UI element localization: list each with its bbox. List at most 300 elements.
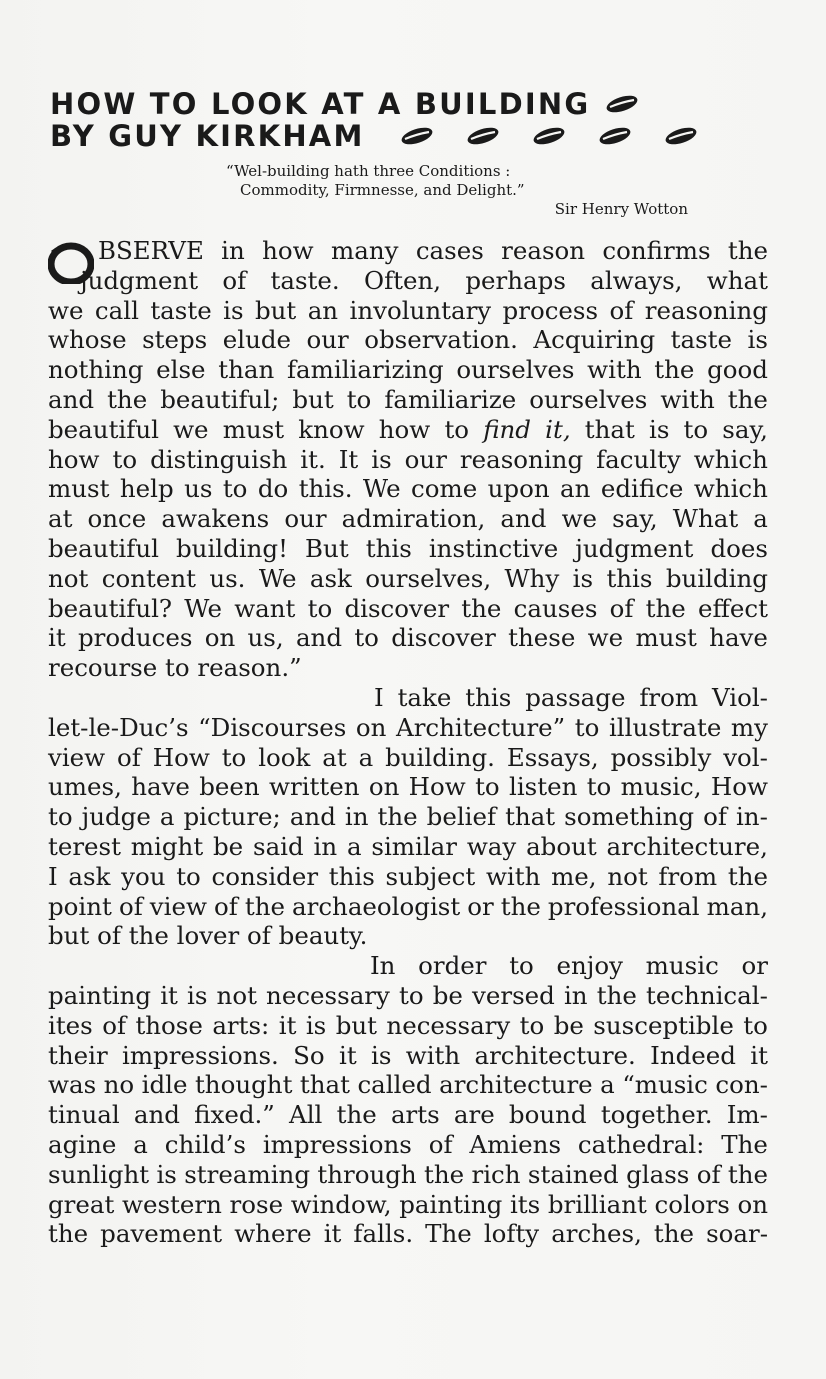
word: reason [501, 236, 586, 265]
word: western [122, 1189, 222, 1219]
word: might [130, 831, 204, 861]
word: to [307, 593, 333, 623]
word: In [370, 951, 396, 981]
word: and [289, 802, 336, 832]
leaf-ornament-icon [531, 126, 567, 146]
text-line [48, 355, 768, 385]
word: than [218, 355, 275, 385]
word: What [672, 504, 739, 534]
word: not [48, 563, 89, 593]
text-line [48, 1100, 768, 1130]
word: to [586, 772, 612, 802]
word: which [693, 474, 768, 504]
leaf-ornament-icon [399, 126, 435, 146]
word: to [221, 742, 247, 772]
word: Often, [364, 265, 442, 295]
word: in [344, 802, 369, 832]
word: of [609, 593, 634, 623]
title-line-2 [50, 120, 780, 152]
word: once [87, 504, 147, 534]
word: belief [426, 802, 497, 832]
word: BSERVE [98, 236, 204, 265]
leaf-ornament-icon [604, 94, 640, 114]
text-line [48, 1041, 768, 1071]
word: that [299, 1070, 350, 1100]
author-byline: BY GUY KIRKHAM [50, 119, 365, 153]
word: to [48, 802, 73, 832]
text-line [48, 713, 768, 743]
word: whose [48, 325, 127, 355]
word: painting [399, 1189, 503, 1219]
word: music, [620, 772, 702, 802]
word: always, [590, 265, 683, 295]
word: building [665, 563, 768, 593]
word: similar [371, 831, 458, 861]
word: we [561, 504, 598, 534]
word: of [102, 1010, 127, 1040]
word: about [526, 831, 597, 861]
word: produces [77, 623, 193, 653]
word: of [703, 802, 727, 832]
word: to [222, 474, 248, 504]
word: this. [298, 474, 353, 504]
text-line [48, 564, 768, 594]
word: of [117, 742, 141, 772]
word: on [737, 1189, 768, 1219]
word: soar- [706, 1219, 768, 1249]
word: its [509, 1189, 541, 1219]
word: beautiful? [48, 593, 173, 623]
word: to [398, 980, 424, 1010]
word: where [234, 1219, 312, 1249]
word: Essays, [506, 742, 599, 772]
word: pavement [100, 1219, 223, 1249]
word: to [743, 1010, 768, 1040]
word: have [131, 772, 190, 802]
word: this [328, 861, 375, 891]
word: is [648, 414, 670, 444]
word: faculty [596, 444, 681, 474]
word: the [645, 593, 686, 623]
word: with [485, 861, 541, 891]
text-line [48, 1160, 768, 1190]
word: this [465, 682, 512, 712]
word: said [253, 831, 304, 861]
word: is [156, 1159, 177, 1189]
text-line [48, 892, 768, 922]
word: point [48, 891, 112, 921]
word: of [213, 891, 238, 921]
word: picture; [183, 802, 281, 832]
word: How [710, 772, 768, 802]
word: arts: [212, 1010, 270, 1040]
word: the [727, 1159, 768, 1189]
word: which [693, 444, 768, 474]
word: of [222, 265, 247, 295]
word: familiarizing [286, 355, 444, 385]
word: is [572, 563, 594, 593]
text-line [48, 981, 768, 1011]
word: architecture, [606, 831, 768, 861]
leaf-ornament-icon [663, 126, 699, 146]
word: how [262, 236, 314, 265]
word: have [709, 623, 768, 653]
word: and [295, 623, 343, 653]
word: admiration, [341, 504, 486, 534]
word: good [707, 355, 768, 385]
word: do [257, 474, 289, 504]
word: Indeed [650, 1040, 736, 1070]
word: take [397, 682, 452, 712]
text-line [48, 534, 768, 564]
word: ourselves [529, 384, 648, 414]
word: this [606, 563, 653, 593]
word: to [574, 712, 600, 742]
word: arches, [551, 1219, 642, 1249]
word: of [428, 1129, 453, 1159]
word: to [683, 414, 709, 444]
text-line [48, 1070, 768, 1100]
word: many [331, 236, 399, 265]
word: on [355, 712, 387, 742]
leaf-ornament-icon [597, 126, 633, 146]
word: is [187, 980, 208, 1010]
word: reasoning [459, 444, 584, 474]
word: the [424, 1159, 465, 1189]
word: discover [344, 593, 450, 623]
word: was [48, 1070, 97, 1100]
word: beautiful [48, 533, 159, 563]
word: Amiens [469, 1129, 562, 1159]
word: building. [385, 742, 495, 772]
title-block [50, 88, 780, 152]
word: that [584, 414, 635, 444]
word: be [432, 980, 463, 1010]
word: susceptible [593, 1010, 734, 1040]
word: us [184, 474, 213, 504]
word: must [635, 623, 697, 653]
word: the [461, 593, 502, 623]
word: be [213, 831, 244, 861]
text-line [48, 594, 768, 624]
word: the [654, 355, 695, 385]
word: from [639, 682, 699, 712]
word: order [418, 951, 487, 981]
word: at [322, 742, 347, 772]
word: with [405, 1040, 461, 1070]
word: called [357, 1070, 432, 1100]
word: way [466, 831, 517, 861]
word: these [508, 623, 576, 653]
word: to [176, 861, 201, 891]
word: on [368, 772, 400, 802]
epigraph-attribution: Sir Henry Wotton [554, 200, 688, 218]
word: edifice [600, 474, 684, 504]
word: in- [735, 802, 768, 832]
word: it [278, 1010, 297, 1040]
word: judgment [575, 533, 694, 563]
text-line [48, 296, 768, 326]
word: versed [472, 980, 555, 1010]
text-line [48, 474, 768, 504]
text-line [48, 1011, 768, 1041]
word: confirms [602, 236, 711, 265]
word: my [730, 712, 768, 742]
word: Acquiring [533, 325, 656, 355]
word: taste. [270, 265, 340, 295]
word: of [118, 891, 143, 921]
text-line [48, 385, 768, 415]
word: something [564, 802, 695, 832]
word: window, [290, 1189, 392, 1219]
word: architecture. [474, 1040, 636, 1070]
word: terest [48, 831, 121, 861]
word: child’s [164, 1129, 246, 1159]
word: to [444, 414, 470, 444]
word: is [305, 1010, 327, 1040]
word: How [152, 742, 210, 772]
word: bound [508, 1100, 587, 1130]
word: is [371, 444, 392, 474]
word: judgment [80, 265, 199, 295]
word: not [607, 861, 648, 891]
word: streaming [184, 1159, 311, 1189]
word: a [346, 831, 362, 861]
word: say, [612, 504, 658, 534]
word: it [323, 1219, 342, 1249]
word: to [112, 444, 138, 474]
word: or [741, 951, 768, 981]
word: necessary [386, 1010, 511, 1040]
word: vol- [723, 742, 768, 772]
text-line [48, 832, 768, 862]
word: archaeologist [292, 891, 461, 921]
leaf-ornament-icon [465, 126, 501, 146]
word: “music [622, 1070, 708, 1100]
word: it [160, 980, 178, 1010]
page-title: HOW TO LOOK AT A BUILDING [50, 87, 591, 121]
word: to [475, 772, 500, 802]
word: the [727, 384, 768, 414]
text-line [48, 862, 768, 892]
word: together. [600, 1100, 713, 1130]
word: It [338, 444, 359, 474]
word: the [48, 1219, 89, 1249]
text-line [48, 743, 768, 773]
word: man, [706, 891, 768, 921]
word: a [358, 742, 374, 772]
word: possibly [610, 742, 712, 772]
word: with [587, 355, 642, 385]
word: in [313, 831, 338, 861]
word: is [371, 1040, 392, 1070]
word: an [307, 295, 339, 325]
word: cathedral: [577, 1129, 705, 1159]
word: perhaps [465, 265, 566, 295]
word: at [48, 504, 73, 534]
word: effect [698, 593, 768, 623]
word: us. [209, 563, 246, 593]
word: brilliant [547, 1189, 647, 1219]
word: a [133, 1129, 148, 1159]
word: it, [545, 414, 571, 444]
word: must [222, 414, 285, 444]
word: glass [626, 1159, 690, 1189]
word: reasoning [644, 295, 768, 325]
word: building! [176, 533, 288, 563]
word: But [305, 533, 349, 563]
word: to [519, 1010, 545, 1040]
word: the [727, 236, 768, 265]
word: We [184, 593, 222, 623]
word: Im- [726, 1100, 768, 1130]
epigraph-line-2: Commodity, Firmnesse, and Delight.” [240, 181, 525, 199]
word: ourselves, [365, 563, 492, 593]
word: “Discourses [198, 712, 347, 742]
word: a [159, 802, 175, 832]
word: not [216, 980, 257, 1010]
word: familiarize [384, 384, 517, 414]
word: it [750, 1040, 768, 1070]
word: taste [670, 325, 732, 355]
word: must [48, 474, 110, 504]
word: I [374, 682, 384, 712]
word: and [133, 1100, 180, 1130]
word: arts [390, 1100, 440, 1130]
text-span: but of the lover of beauty. [48, 921, 368, 951]
word: cases [415, 236, 484, 265]
word: judge [81, 802, 151, 832]
word: listen [509, 772, 578, 802]
text-line [48, 653, 768, 683]
word: the [107, 384, 148, 414]
word: rose [229, 1189, 284, 1219]
word: observation. [364, 325, 518, 355]
word: of [609, 295, 634, 325]
word: taste [150, 295, 212, 325]
word: great [48, 1189, 115, 1219]
word: on [204, 623, 236, 653]
word: discover [391, 623, 496, 653]
text-line [48, 504, 768, 534]
word: Architecture” [396, 712, 566, 742]
text-line [48, 236, 768, 266]
word: me, [551, 861, 597, 891]
word: it. [300, 444, 326, 474]
word: involuntary [349, 295, 492, 325]
text-line [48, 951, 768, 981]
word: How [408, 772, 466, 802]
word: but [335, 1010, 377, 1040]
word: We [362, 474, 401, 504]
word: content [101, 563, 196, 593]
word: call [94, 295, 139, 325]
word: our [404, 444, 447, 474]
word: from [658, 861, 718, 891]
word: view [48, 742, 106, 772]
word: let-le-Duc’s [48, 712, 189, 742]
word: painting [48, 980, 152, 1010]
word: that [505, 802, 556, 832]
word: We [258, 563, 297, 593]
word: we [173, 414, 209, 444]
word: in [221, 236, 245, 265]
word: subject [385, 861, 476, 891]
word: we [587, 623, 624, 653]
word: Viol- [712, 682, 768, 712]
word: our [306, 325, 349, 355]
word: and [48, 384, 95, 414]
word: does [710, 533, 768, 563]
text-line [48, 415, 768, 445]
word: the [500, 891, 541, 921]
word: distinguish [150, 444, 288, 474]
word: is [223, 295, 244, 325]
word: enjoy [556, 951, 623, 981]
word: to [354, 623, 379, 653]
word: it [48, 623, 66, 653]
word: con- [715, 1070, 768, 1100]
word: The [425, 1219, 472, 1249]
text-line [48, 445, 768, 475]
text-line [48, 921, 768, 951]
text-span: recourse to reason.” [48, 653, 302, 683]
word: upon [487, 474, 550, 504]
word: falls. [353, 1219, 414, 1249]
word: The [721, 1129, 768, 1159]
word: All [289, 1100, 323, 1130]
word: with [660, 384, 715, 414]
word: to [509, 951, 534, 981]
text-line [48, 772, 768, 802]
word: no [103, 1070, 135, 1100]
word: process [502, 295, 599, 325]
word: professional [547, 891, 700, 921]
word: is [747, 325, 768, 355]
word: ourselves [456, 355, 575, 385]
word: we [48, 295, 84, 325]
word: how [378, 414, 431, 444]
word: but [254, 295, 297, 325]
word: of [696, 1159, 721, 1189]
word: passage [525, 682, 626, 712]
word: it [339, 1040, 357, 1070]
text-line [48, 683, 768, 713]
word: the [653, 1219, 695, 1249]
word: in [563, 980, 588, 1010]
word: illustrate [608, 712, 722, 742]
word: know [298, 414, 365, 444]
word: through [317, 1159, 417, 1189]
word: causes [513, 593, 598, 623]
word: fixed.” [194, 1100, 275, 1130]
text-line [48, 1190, 768, 1220]
word: the [596, 980, 637, 1010]
word: awakens [161, 504, 270, 534]
word: find [483, 414, 531, 444]
epigraph [226, 162, 700, 219]
word: stained [527, 1159, 619, 1189]
word: an [560, 474, 591, 504]
word: help [119, 474, 174, 504]
word: impressions [262, 1129, 412, 1159]
word: sunlight [48, 1159, 150, 1189]
word: lofty [483, 1219, 540, 1249]
word: beautiful [48, 414, 159, 444]
text-line [48, 1130, 768, 1160]
word: architecture [439, 1070, 593, 1100]
word: but [292, 384, 334, 414]
